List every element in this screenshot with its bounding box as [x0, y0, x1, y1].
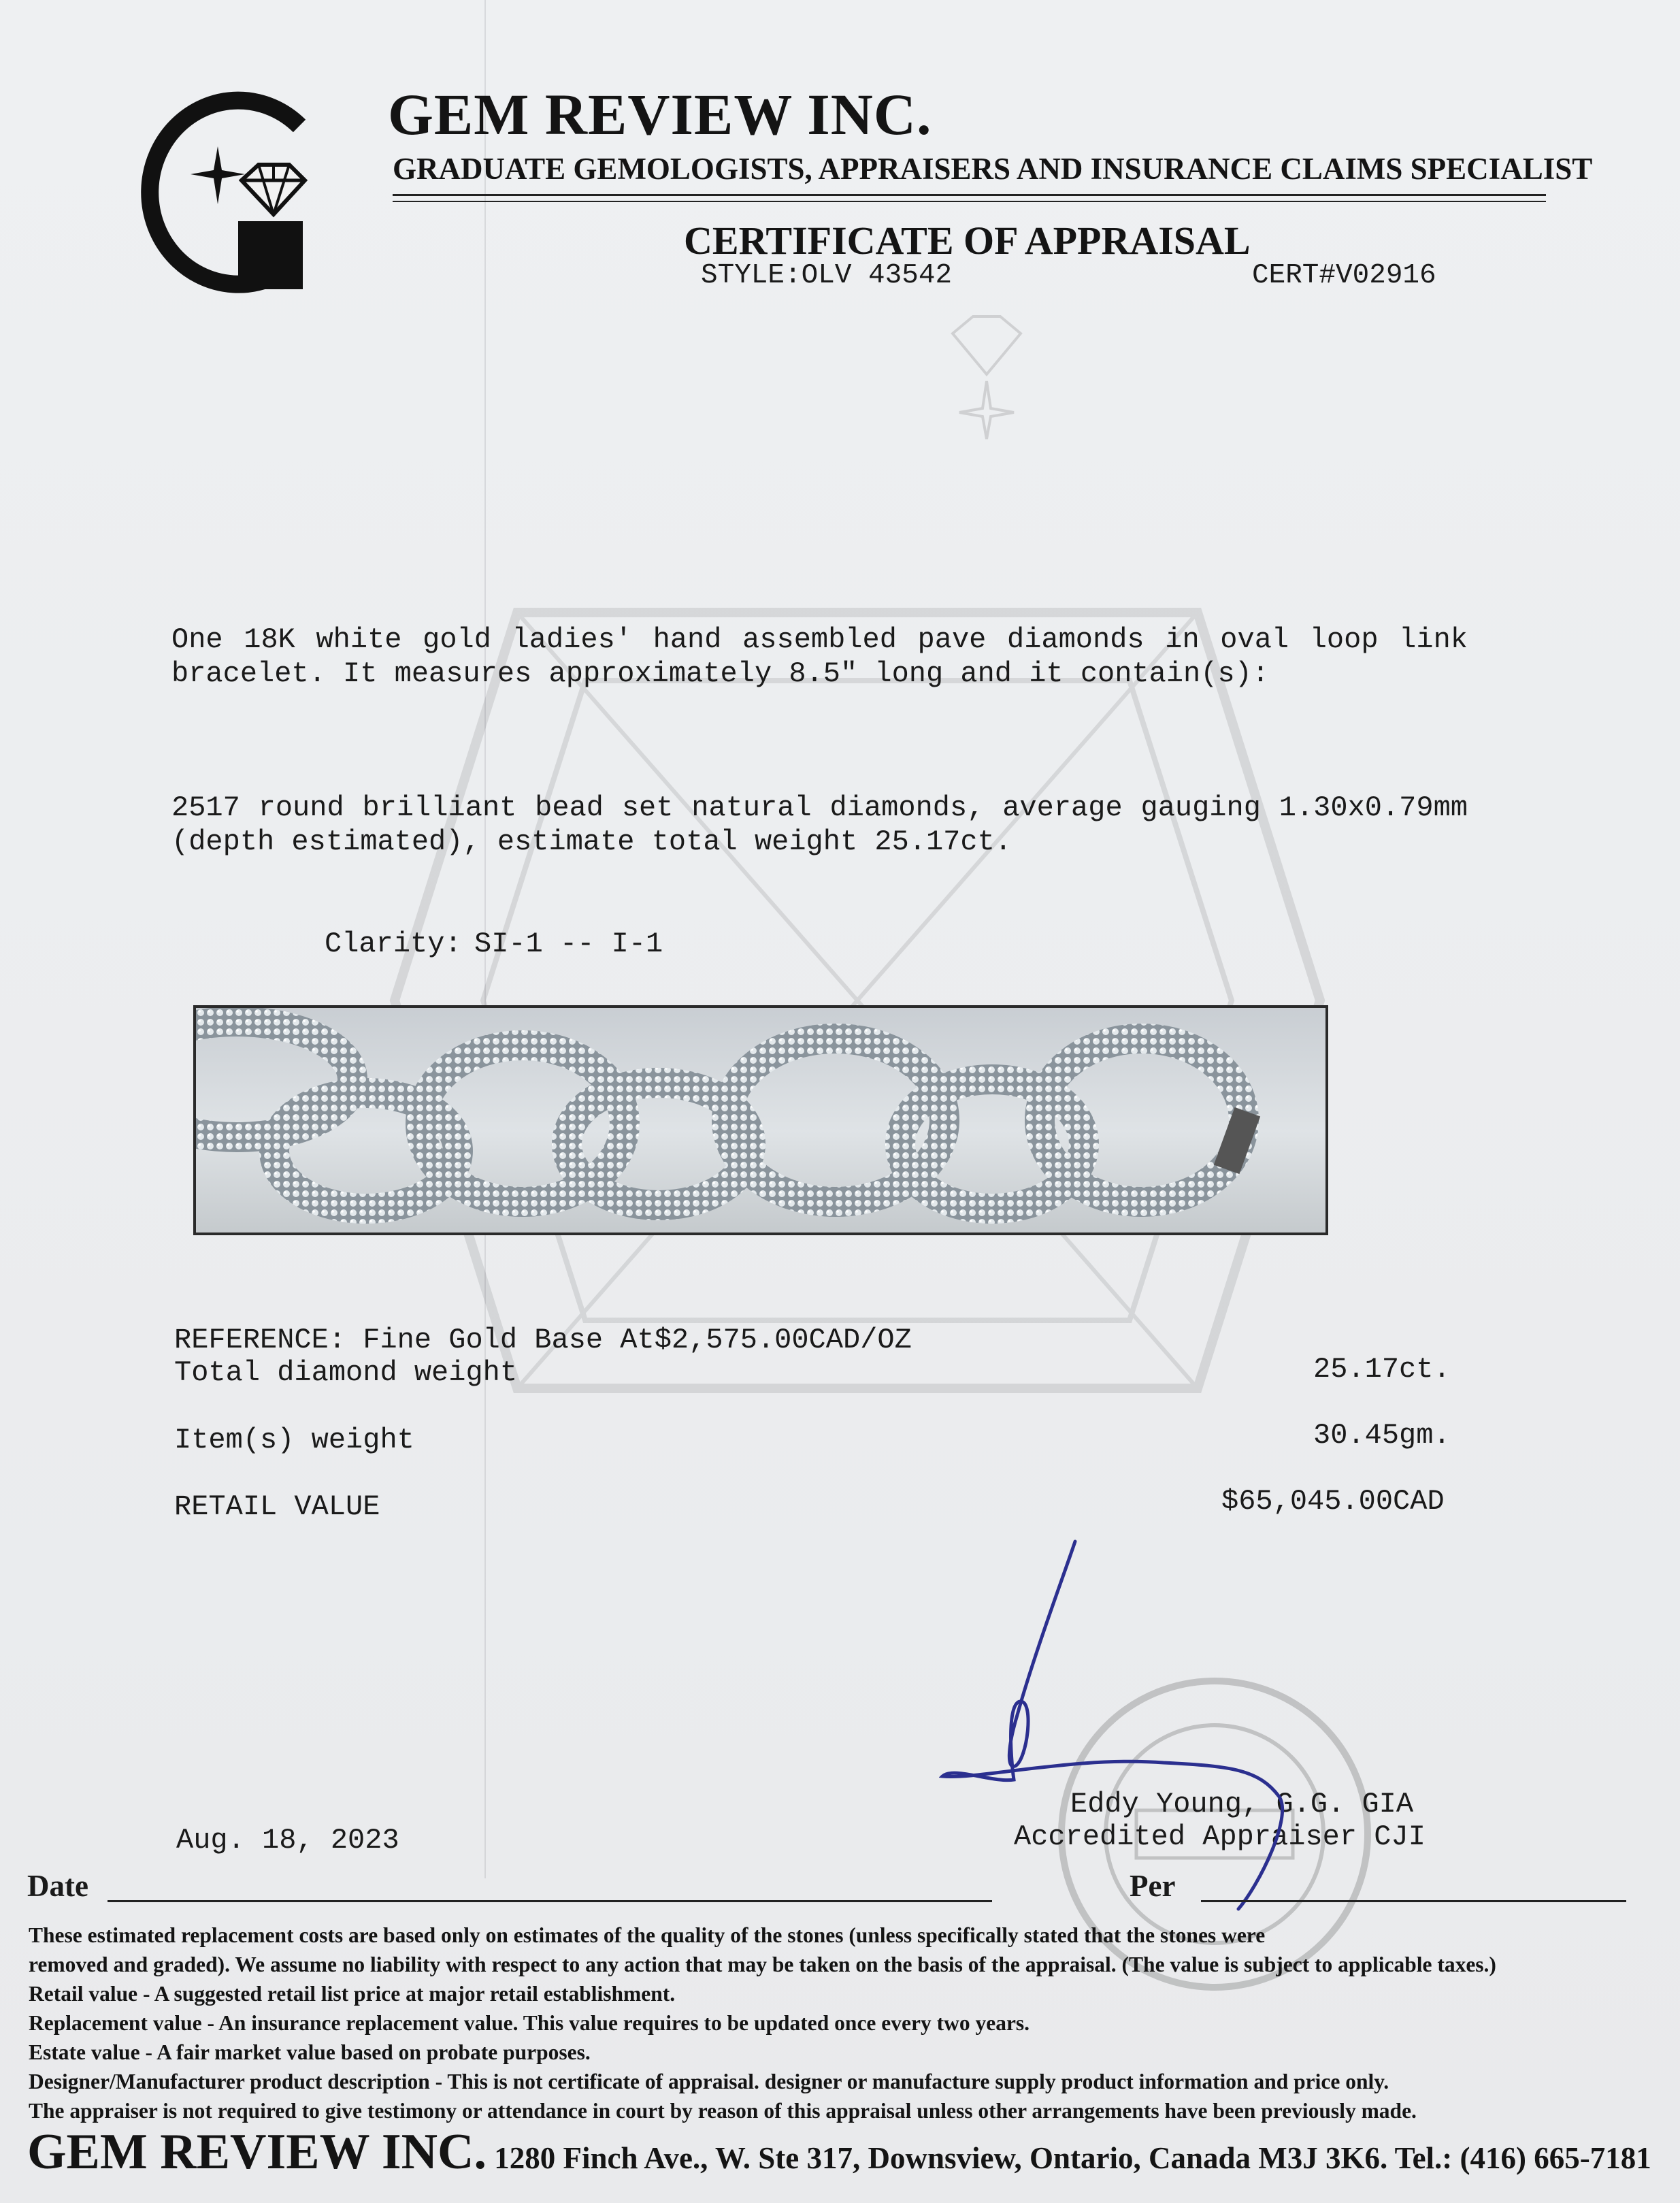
disclaimer-line: Designer/Manufacturer product description - This is not certificate of appraisal. designer or manufacture supply product information and price only.	[29, 2070, 1389, 2093]
total-diamond-weight-value: 25.17ct.	[1313, 1353, 1451, 1386]
disclaimer-line: Retail value - A suggested retail list price at major retail establishment.	[29, 1982, 676, 2006]
certificate-number: CERT#V02916	[1252, 260, 1436, 291]
disclaimer-line: These estimated replacement costs are based only on estimates of the quality of the stones (unless specifically stated that the stones were	[29, 1923, 1266, 1947]
retail-value-amount: $65,045.00CAD	[1221, 1485, 1445, 1518]
company-tagline: GRADUATE GEMOLOGISTS, APPRAISERS AND INSURANCE CLAIMS SPECIALIST	[393, 152, 1593, 186]
date-label: Date	[27, 1869, 88, 1903]
logo-g-diamond-icon	[129, 88, 327, 299]
bracelet-links-image	[196, 1008, 1325, 1233]
style-number: STYLE:OLV 43542	[701, 260, 953, 291]
spec-clarity: Clarity: SI-1 -- I-1	[325, 928, 663, 960]
header-rule-top	[393, 194, 1546, 196]
header-rule-bottom	[393, 201, 1546, 202]
total-diamond-weight-label: Total diamond weight	[174, 1356, 518, 1389]
bracelet-photo	[193, 1005, 1328, 1235]
company-name: GEM REVIEW INC.	[388, 82, 932, 147]
per-signature-line	[1201, 1900, 1626, 1902]
appraiser-title: Accredited Appraiser CJI	[1014, 1821, 1426, 1853]
footer-company-name: GEM REVIEW INC.	[27, 2124, 487, 2180]
date-signature-line	[108, 1900, 992, 1902]
disclaimer	[29, 1921, 1675, 2125]
disclaimer-line: Estate value - A fair market value based on probate purposes.	[29, 2040, 591, 2064]
item-weight-label: Item(s) weight	[174, 1424, 414, 1456]
embossed-seal-icon	[932, 306, 1041, 442]
disclaimer-line: Replacement value - An insurance replacement value. This value requires to be updated once every two years.	[29, 2011, 1030, 2035]
gold-base-reference: REFERENCE: Fine Gold Base At$2,575.00CAD/OZ	[174, 1324, 912, 1356]
appraiser-name: Eddy Young, G.G. GIA	[1070, 1788, 1414, 1821]
appraiser-signature-icon	[939, 1531, 1334, 1912]
stones-description: 2517 round brilliant bead set natural diamonds, average gauging 1.30x0.79mm (depth estimated), estimate total weight 25.17ct.	[171, 792, 1468, 858]
retail-value-label: RETAIL VALUE	[174, 1490, 380, 1523]
disclaimer-line: The appraiser is not required to give testimony or attendance in court by reason of this appraisal unless other arrangements have been previously made.	[29, 2099, 1417, 2123]
appraisal-date: Aug. 18, 2023	[176, 1824, 399, 1857]
disclaimer-line: removed and graded). We assume no liability with respect to any action that may be taken on the basis of the appraisal. (The value is subject to applicable taxes.)	[29, 1953, 1496, 1976]
certificate-title: CERTIFICATE OF APPRAISAL	[684, 218, 1251, 263]
item-weight-value: 30.45gm.	[1313, 1419, 1451, 1452]
item-description: One 18K white gold ladies' hand assembled pave diamonds in oval loop link bracelet. It measures approximately 8.5" long and it contain(s):	[171, 623, 1468, 690]
footer-address: 1280 Finch Ave., W. Ste 317, Downsview, Ontario, Canada M3J 3K6. Tel.: (416) 665-7181	[487, 2141, 1651, 2175]
per-label: Per	[1130, 1869, 1176, 1903]
footer	[27, 2123, 1651, 2181]
